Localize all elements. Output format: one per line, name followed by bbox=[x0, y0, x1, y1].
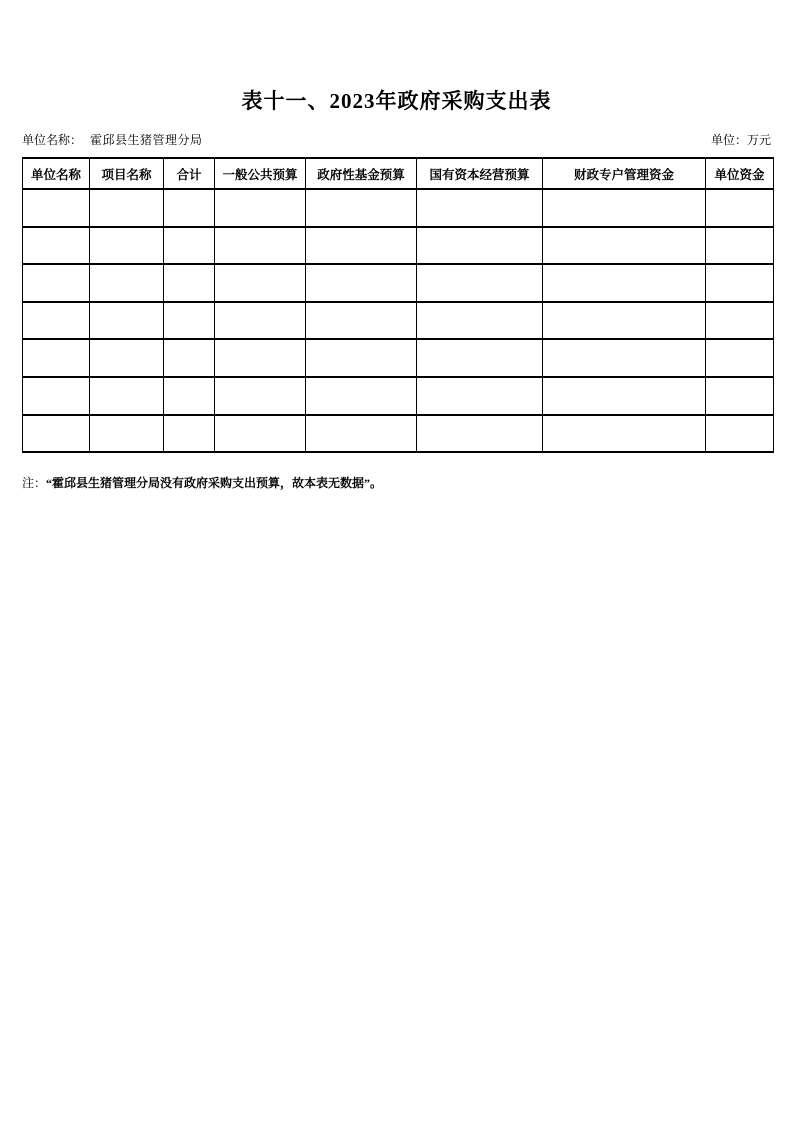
table-row bbox=[23, 302, 774, 340]
column-header: 一般公共预算 bbox=[215, 158, 306, 189]
table-cell bbox=[90, 415, 164, 453]
table-cell bbox=[706, 227, 774, 265]
table-cell bbox=[23, 227, 90, 265]
table-cell bbox=[164, 227, 215, 265]
table-cell bbox=[90, 302, 164, 340]
table-cell bbox=[215, 415, 306, 453]
column-header: 单位资金 bbox=[706, 158, 774, 189]
column-header: 财政专户管理资金 bbox=[543, 158, 706, 189]
table-cell bbox=[706, 339, 774, 377]
table-cell bbox=[164, 377, 215, 415]
table-row bbox=[23, 264, 774, 302]
table-cell bbox=[90, 264, 164, 302]
table-cell bbox=[306, 227, 417, 265]
table-cell bbox=[215, 302, 306, 340]
table-cell bbox=[306, 302, 417, 340]
table-cell bbox=[215, 189, 306, 227]
table-cell bbox=[23, 302, 90, 340]
table-cell bbox=[417, 377, 543, 415]
table-row bbox=[23, 377, 774, 415]
unit-measure-label: 单位：万元 bbox=[710, 133, 771, 147]
table-cell bbox=[543, 339, 706, 377]
table-cell bbox=[164, 189, 215, 227]
table-cell bbox=[164, 415, 215, 453]
table-cell bbox=[417, 227, 543, 265]
unit-name-value: 霍邱县生猪管理分局 bbox=[90, 133, 203, 147]
table-cell bbox=[215, 339, 306, 377]
table-cell bbox=[23, 189, 90, 227]
table-row bbox=[23, 415, 774, 453]
unit-name-label: 单位名称： bbox=[22, 133, 83, 147]
table-cell bbox=[90, 227, 164, 265]
table-cell bbox=[23, 415, 90, 453]
table-cell bbox=[90, 377, 164, 415]
table-cell bbox=[164, 339, 215, 377]
table-cell bbox=[706, 415, 774, 453]
column-header: 合计 bbox=[164, 158, 215, 189]
page-title: 表十一、2023年政府采购支出表 bbox=[241, 89, 552, 113]
table-cell bbox=[417, 189, 543, 227]
table-cell bbox=[23, 264, 90, 302]
table-row bbox=[23, 339, 774, 377]
table-cell bbox=[706, 264, 774, 302]
column-header: 国有资本经营预算 bbox=[417, 158, 543, 189]
column-header: 政府性基金预算 bbox=[306, 158, 417, 189]
table-row bbox=[23, 189, 774, 227]
table-cell bbox=[23, 339, 90, 377]
note-label: 注： bbox=[22, 476, 47, 490]
table-cell bbox=[306, 415, 417, 453]
table-cell bbox=[417, 339, 543, 377]
table-cell bbox=[23, 377, 90, 415]
table-cell bbox=[706, 302, 774, 340]
table-cell bbox=[543, 415, 706, 453]
table-cell bbox=[706, 377, 774, 415]
table-cell bbox=[164, 264, 215, 302]
table-cell bbox=[417, 415, 543, 453]
table-cell bbox=[543, 302, 706, 340]
table-cell bbox=[417, 264, 543, 302]
table-cell bbox=[90, 339, 164, 377]
table-cell bbox=[543, 227, 706, 265]
table-cell bbox=[306, 189, 417, 227]
table-cell bbox=[215, 227, 306, 265]
table-cell bbox=[306, 264, 417, 302]
unit-name-line bbox=[22, 133, 203, 148]
table-cell bbox=[215, 264, 306, 302]
table-cell bbox=[306, 377, 417, 415]
note-row bbox=[22, 476, 382, 491]
table-cell bbox=[543, 264, 706, 302]
note-text: “霍邱县生猪管理分局没有政府采购支出预算，故本表无数据”。 bbox=[46, 476, 383, 490]
column-header: 单位名称 bbox=[23, 158, 90, 189]
table-cell bbox=[706, 189, 774, 227]
column-header: 项目名称 bbox=[90, 158, 164, 189]
procurement-expenditure-table bbox=[22, 157, 774, 453]
table-cell bbox=[90, 189, 164, 227]
table-cell bbox=[543, 189, 706, 227]
table-cell bbox=[306, 339, 417, 377]
meta-row bbox=[22, 133, 771, 148]
table-cell bbox=[215, 377, 306, 415]
table-cell bbox=[164, 302, 215, 340]
table-header-row bbox=[23, 158, 774, 189]
table-cell bbox=[543, 377, 706, 415]
table-cell bbox=[417, 302, 543, 340]
table-row bbox=[23, 227, 774, 265]
